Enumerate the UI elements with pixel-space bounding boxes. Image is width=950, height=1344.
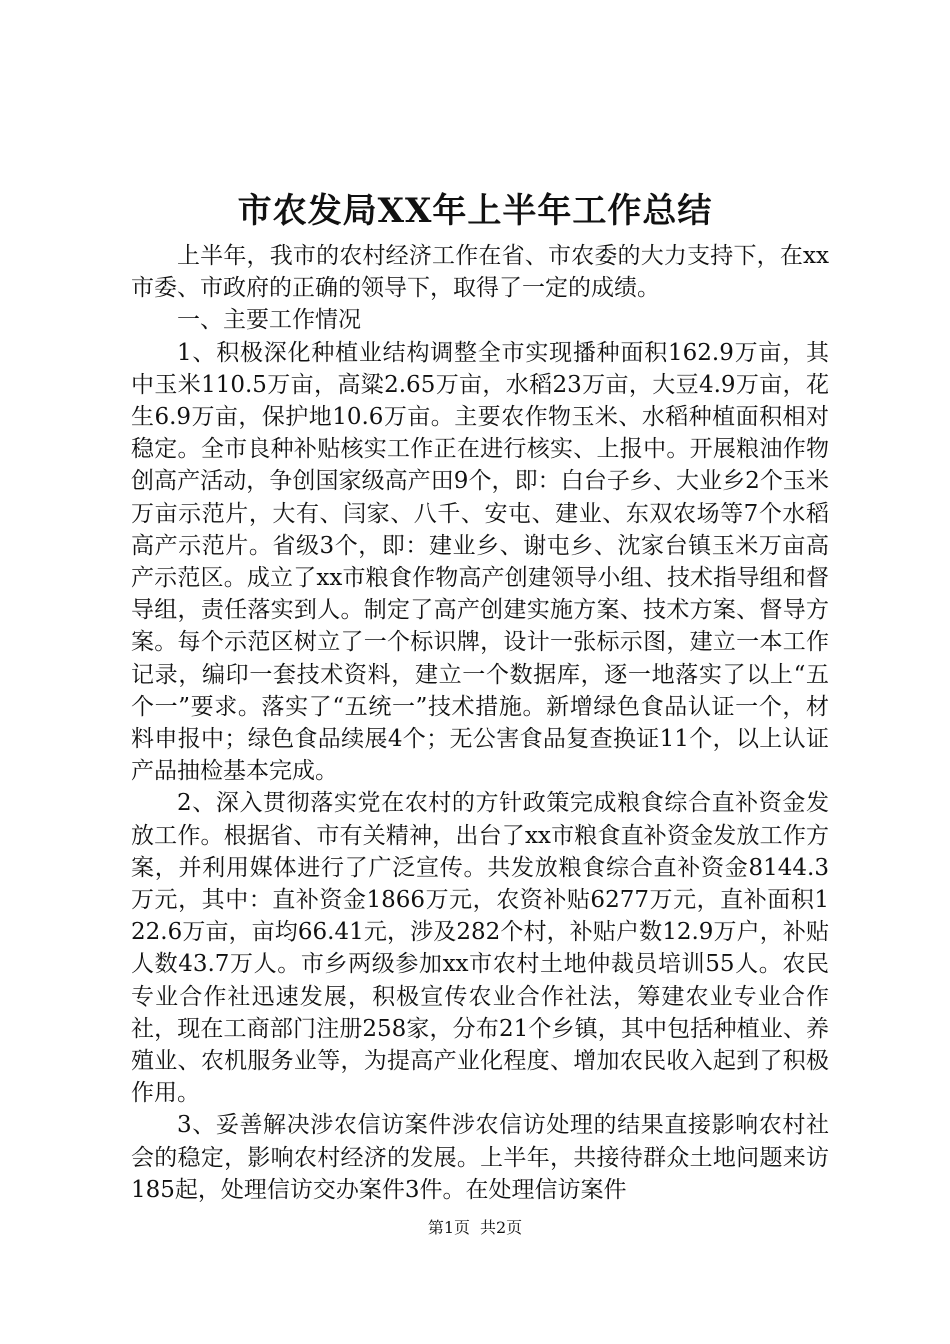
page-total: 共2页	[480, 1218, 523, 1237]
paragraph-item-3: 3、妥善解决涉农信访案件涉农信访处理的结果直接影响农村社会的稳定，影响农村经济的发展。上半年，共接待群众土地问题来访185起，处理信访交办案件3件。在处理信访案件	[131, 1112, 829, 1203]
page-footer	[0, 1218, 950, 1238]
section-heading-main-work: 一、主要工作情况	[177, 307, 361, 334]
page-number: 第1页	[427, 1218, 470, 1237]
paragraph-intro: 上半年，我市的农村经济工作在省、市农委的大力支持下，在xx市委、市政府的正确的领导下，取得了一定的成绩。	[131, 243, 829, 302]
document-body	[131, 240, 829, 1206]
paragraph-item-1: 1、积极深化种植业结构调整全市实现播种面积162.9万亩，其中玉米110.5万亩，高粱2.65万亩，水稻23万亩，大豆4.9万亩，花生6.9万亩，保护地10.6万亩。主要农作物玉米、水稻种植面积相对稳定。全市良种补贴核实工作正在进行核实、上报中。开展粮油作物创高产活动，争创国家级高产田9个，即：白台子乡、大业乡2个玉米万亩示范片，大有、闫家、八千、安屯、建业、东双农场等7个水稻高产示范片。省级3个，即：建业乡、谢屯乡、沈家台镇玉米万亩高产示范区。成立了xx市粮食作物高产创建领导小组、技术指导组和督导组，责任落实到人。制定了高产创建实施方案、技术方案、督导方案。每个示范区树立了一个标识牌，设计一张标示图，建立一本工作记录，编印一套技术资料，建立一个数据库，逐一地落实了以上“五个一”要求。落实了“五统一”技术措施。新增绿色食品认证一个，材料申报中；绿色食品续展4个；无公害食品复查换证11个，以上认证产品抽检基本完成。	[131, 339, 829, 785]
paragraph-item-2: 2、深入贯彻落实党在农村的方针政策完成粮食综合直补资金发放工作。根据省、市有关精神，出台了xx市粮食直补资金发放工作方案，并利用媒体进行了广泛宣传。共发放粮食综合直补资金8144.3万元，其中：直补资金1866万元，农资补贴6277万元，直补面积122.6万亩，亩均66.41元，涉及282个村，补贴户数12.9万户，补贴人数43.7万人。市乡两级参加xx市农村土地仲裁员培训55人。农民专业合作社迅速发展，积极宣传农业合作社法，筹建农业专业合作社，现在工商部门注册258家，分布21个乡镇，其中包括种植业、养殖业、农机服务业等，为提高产业化程度、增加农民收入起到了积极作用。	[131, 790, 829, 1107]
document-title: 市农发局XX年上半年工作总结	[237, 191, 713, 231]
